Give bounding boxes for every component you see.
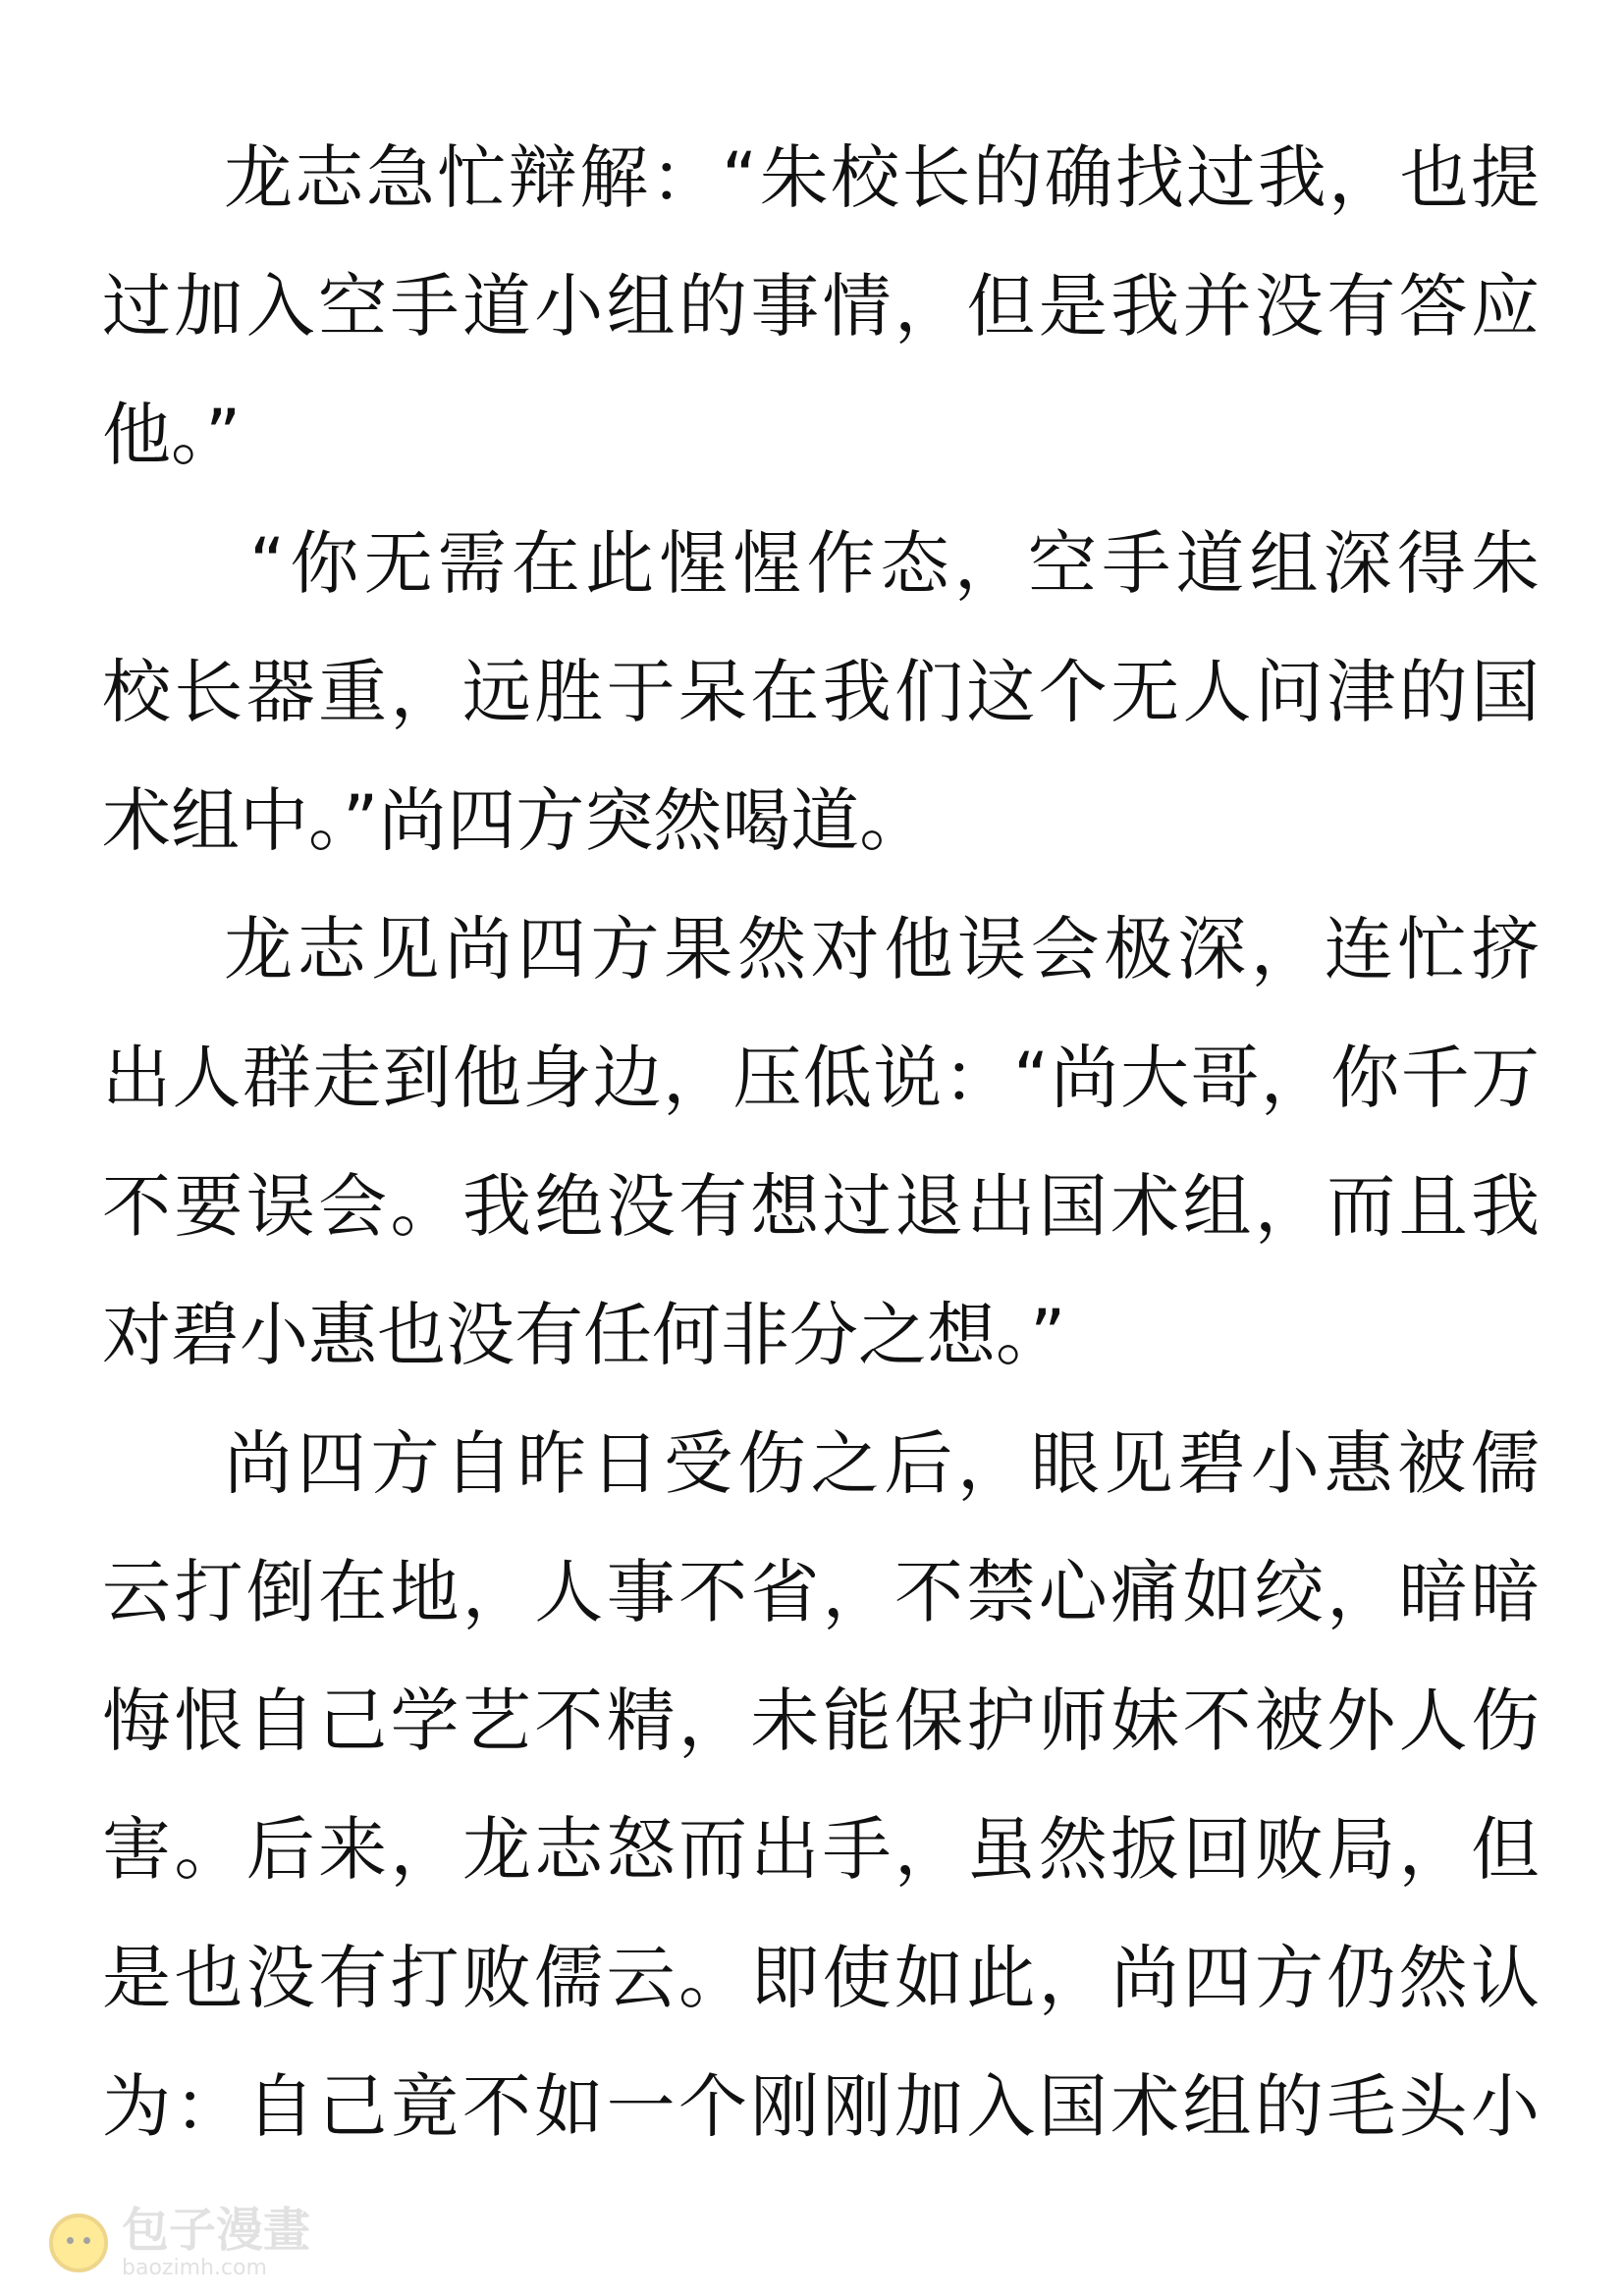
watermark-text [122, 2203, 311, 2280]
text-line: 为：自己竟不如一个刚刚加入国术组的毛头小 [102, 2066, 1540, 2147]
text-line: 不要误会。我绝没有想过退出国术组，而且我 [102, 1166, 1540, 1247]
text-line: 尚四方自昨日受伤之后，眼见碧小惠被儒 [224, 1423, 1540, 1504]
novel-page-text [102, 114, 1540, 2171]
text-line: 过加入空手道小组的事情，但是我并没有答应 [102, 266, 1540, 347]
bun-face-icon [49, 2214, 108, 2272]
text-line: 云打倒在地，人事不省，不禁心痛如绞，暗暗 [102, 1552, 1540, 1632]
watermark-url: baozimh.com [122, 2256, 267, 2280]
text-line: “你无需在此惺惺作态，空手道组深得朱 [249, 523, 1540, 604]
site-watermark [49, 2204, 310, 2282]
watermark-title: 包子漫畫 [122, 2203, 311, 2258]
text-line: 他。” [102, 395, 242, 475]
text-line: 术组中。”尚四方突然喝道。 [102, 780, 929, 861]
text-line: 龙志急忙辩解：“朱校长的确找过我，也提 [224, 137, 1540, 218]
text-line: 悔恨自己学艺不精，未能保护师妹不被外人伤 [102, 1681, 1540, 1761]
text-line: 出人群走到他身边，压低说：“尚大哥，你千万 [102, 1038, 1540, 1118]
text-line: 校长器重，远胜于呆在我们这个无人问津的国 [102, 652, 1540, 732]
text-line: 害。后来，龙志怒而出手，虽然扳回败局，但 [102, 1809, 1540, 1890]
text-line: 是也没有打败儒云。即使如此，尚四方仍然认 [102, 1938, 1540, 2018]
text-line: 龙志见尚四方果然对他误会极深，连忙挤 [224, 909, 1540, 989]
text-line: 对碧小惠也没有任何非分之想。” [102, 1295, 1066, 1375]
